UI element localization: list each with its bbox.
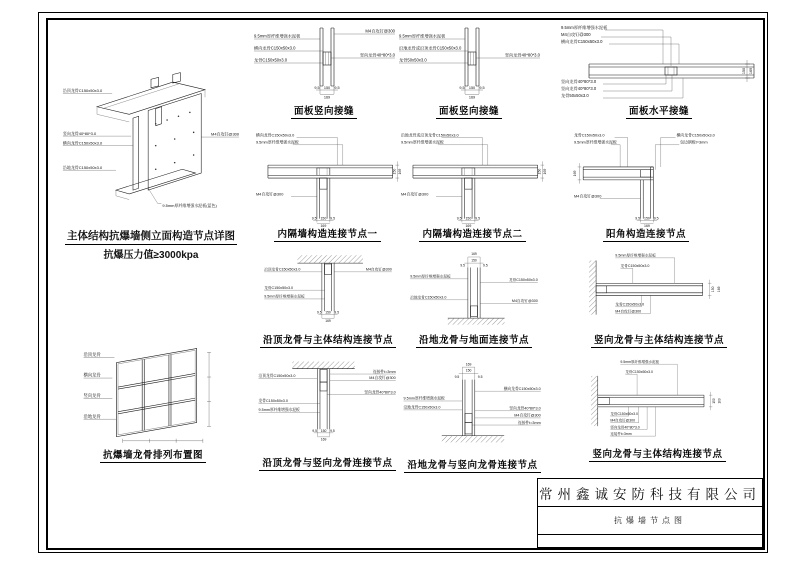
leader-label: 连接件t=3mm [517, 420, 541, 425]
leader-label: 9.5mm厚纤维增强水泥板(蓝色) [162, 202, 217, 208]
dim-label: 169 [465, 362, 471, 367]
leader-label: 竖向龙骨40*80*3.0 [504, 52, 540, 58]
detail-drawing [399, 250, 549, 333]
leader-label: 竖向龙骨40*80*3.0 [359, 52, 395, 58]
leader-label: 9.5mm厚纤维增强水泥板 [410, 274, 451, 279]
dim-label: 9.5 [316, 310, 322, 315]
dim-label: 150 [391, 168, 396, 175]
leader-label: 竖向龙骨40*80*3.0 [62, 130, 97, 136]
wall-hatch [591, 376, 598, 426]
detail-caption: 沿地龙骨与竖向龙骨连接节点 [404, 460, 540, 473]
floor-hatch [448, 319, 505, 325]
detail-drawing [566, 130, 726, 227]
dim-label: 169 [397, 168, 402, 175]
dim-label: 9.5 [333, 85, 340, 90]
leader-label: 9.5mm厚纤维增强水泥板 [615, 253, 656, 258]
leader-label: 横向龙骨 [83, 372, 101, 378]
detail-drawing [254, 130, 402, 227]
detail-stud-structure-2 [550, 355, 765, 462]
vertical-stud [133, 107, 161, 190]
leader-label: 龙骨C150x50x3.0 [253, 57, 287, 63]
leader-label: 龙骨C150x50x3.0 [258, 399, 288, 404]
detail-drawing [397, 24, 542, 104]
leader-label: M4自攻钉@300 [368, 376, 396, 381]
detail-drawing [553, 355, 763, 447]
leader-label: 横向龙骨C150x50x3.0 [676, 132, 715, 138]
ceiling-hatch [297, 255, 363, 263]
detail-drawing [398, 360, 548, 458]
detail-panel-vertical-joint-1 [250, 24, 398, 119]
leader-label: 横向龙骨C150x50x3.0 [503, 386, 541, 391]
leader-label: 竖向龙骨40*80*3.0 [561, 78, 597, 84]
leader-label: 9.5mm厚纤维增强水泥板 [253, 33, 300, 39]
leader-label: 连接件t=3mm [372, 369, 396, 374]
dim-label: 150 [536, 168, 541, 175]
detail-corner-node [556, 130, 736, 242]
leader-label: 横向龙骨C150x50x3.0 [255, 132, 294, 138]
leader-label: 龙骨C150x50x3.0 [573, 132, 605, 138]
leader-label: 横向龙骨C150x50x3.0 [62, 140, 103, 146]
leader-label: 连接件t=3mm [609, 431, 632, 436]
dim-label: 9.5 [653, 216, 659, 221]
detail-top-track-stud [250, 358, 405, 471]
dim-label: 150 [320, 428, 326, 433]
dim-label: 150 [323, 85, 330, 90]
leader-label: 沿地龙骨或沿顶龙骨C150x50x3.0 [398, 45, 461, 51]
main-isometric-detail [52, 48, 250, 261]
detail-caption: 阳角构造连接节点 [603, 229, 689, 242]
detail-caption: 面板竖向接缝 [436, 106, 502, 119]
leader-label: 龙骨C150x50x3.0 [264, 285, 294, 290]
detail-bottom-track-floor [398, 250, 550, 348]
detail-caption: 沿顶龙骨与主体结构连接节点 [260, 335, 396, 348]
dim-label: 169 [717, 398, 722, 404]
wall-hatch [589, 260, 596, 314]
leader-label: 龙骨C150x50x3.0 [620, 264, 650, 269]
leader-label: M4自攻钉@300 [561, 31, 591, 37]
leader-label: 9.5mm厚纤维增强水泥板 [400, 139, 444, 145]
dim-label: 150 [711, 286, 716, 293]
leader-label: 龙骨50x50x3.0 [561, 92, 589, 98]
leader-label: 沿顶龙骨 [83, 352, 101, 358]
dim-label: 9.5 [311, 216, 317, 221]
leader-label: 竖向龙骨40*80*3.0 [561, 85, 597, 91]
leader-label: 竖向龙骨40*80*3.0 [363, 390, 396, 395]
stud-layout-drawing [81, 340, 226, 448]
detail-caption: 竖向龙骨与主体结构连接节点 [589, 449, 725, 462]
leader-label: 沿地龙骨C150x50x3.0 [403, 405, 440, 410]
leader-label: 包边钢板t=3mm [680, 139, 708, 145]
dim-label: 9.5 [635, 216, 641, 221]
detail-drawing [253, 358, 403, 456]
leader-label: 9.5mm厚纤维增强水泥板 [255, 139, 299, 145]
detail-drawing [559, 24, 759, 104]
leader-label: 沿顶龙骨C150x50x3.0 [62, 88, 103, 94]
leader-label: M4自攻钉@300 [400, 191, 428, 197]
detail-caption: 竖向龙骨与主体结构连接节点 [591, 335, 727, 348]
leader-label: 9.5mm厚纤维增强水泥板 [264, 294, 305, 299]
leader-label: 9.5mm厚纤维增强水泥板 [573, 139, 617, 145]
main-isometric-drawing [56, 48, 246, 228]
detail-panel-horizontal-joint [556, 24, 762, 119]
dim-label: 169 [319, 223, 326, 227]
leader-label: 龙骨C150x50x3.0 [609, 411, 638, 416]
blast-panel [148, 93, 201, 190]
detail-caption: 面板水平接缝 [626, 106, 692, 119]
dim-label: 169 [320, 437, 326, 442]
leader-label: M4自攻钉@300 [615, 309, 642, 314]
dim-label: 169 [323, 95, 330, 100]
dim-label: 9.5 [329, 428, 335, 433]
detail-bottom-track-stud [395, 360, 550, 473]
leader-label: 沿顶龙骨C150x50x3.0 [264, 267, 301, 272]
dim-label: 169 [464, 223, 471, 227]
dim-label: 169 [717, 286, 722, 293]
detail-partition-node-1 [250, 130, 405, 242]
detail-caption: 内隔墙构造连接节点二 [419, 229, 525, 242]
dim-label: 169 [542, 168, 547, 175]
detail-drawing [252, 24, 397, 104]
detail-panel-vertical-joint-2 [395, 24, 543, 119]
leader-label: 9.5mm厚纤维增强水泥板 [619, 360, 659, 365]
dim-label: 150 [742, 67, 746, 75]
leader-label: 横向龙骨C150x50x3.0 [253, 45, 295, 51]
leader-label: 龙骨C150x50x3.0 [508, 278, 538, 283]
dim-label: 169 [325, 319, 331, 324]
main-detail-title: 主体结构抗爆墙侧立面构造节点详图 [65, 228, 237, 245]
leader-label: 竖向龙骨40*80*3.0 [609, 425, 640, 430]
dim-label: 9.5 [456, 216, 462, 221]
leader-label: 龙骨C150x50x3.0 [624, 370, 653, 375]
dim-label: 9.5 [478, 85, 485, 90]
leader-label: M4自攻钉@300 [211, 131, 240, 137]
sheet-title: 抗爆墙节点图 [538, 507, 762, 535]
title-block-empty-row [538, 535, 762, 547]
dim-label: 150 [325, 310, 331, 315]
leader-label: M4自攻钉@300 [573, 193, 602, 199]
floor-hatch [441, 436, 503, 442]
dim-label: 150 [319, 216, 326, 221]
detail-top-track-structure [252, 250, 404, 348]
leader-label: 横向龙骨C150x50x3.0 [561, 38, 603, 44]
main-detail-subtitle: 抗爆压力值≥3000kpa [103, 250, 199, 261]
dim-label: 150 [464, 216, 471, 221]
dim-label: 169 [644, 223, 650, 227]
leader-label: 竖向龙骨40*80*3.0 [508, 406, 541, 411]
stud-layout-caption: 抗爆墙龙骨排列布置图 [100, 450, 206, 463]
dim-label: 9.5 [477, 374, 482, 379]
dim-label: 9.5 [474, 216, 480, 221]
leader-label: 沿地龙骨C150x50x3.0 [410, 295, 447, 300]
title-block [537, 478, 763, 548]
dim-label: 9.5 [454, 374, 459, 379]
detail-caption: 面板竖向接缝 [291, 106, 357, 119]
leader-label: 9.5mm厚纤维增强水泥板 [561, 24, 608, 30]
detail-caption: 沿地龙骨与地面连接节点 [416, 335, 532, 348]
dim-label: 169 [471, 252, 477, 257]
bottom-track [116, 169, 196, 199]
detail-caption: 沿顶龙骨与竖向龙骨连接节点 [259, 458, 395, 471]
dim-label: 9.5 [458, 85, 465, 90]
leader-label: M4自攻钉@300 [511, 299, 538, 304]
dim-label: 150 [468, 85, 475, 90]
stud-frame [116, 348, 196, 436]
dim-label: 9.5 [483, 263, 488, 268]
company-name: 常州鑫诚安防科技有限公司 [538, 479, 762, 507]
leader-label: 竖向龙骨 [83, 393, 101, 399]
detail-stud-structure-1 [556, 250, 762, 348]
dim-label: 150 [471, 258, 477, 263]
dim-label: 9.5 [334, 310, 340, 315]
leader-label: M4自攻钉@300 [364, 28, 395, 34]
leader-label: 沿地龙骨C150x50x3.0 [62, 164, 103, 170]
leader-label: 龙骨50x50x3.0 [398, 57, 427, 63]
leader-label: 9.5mm厚纤维增强水泥板 [258, 408, 300, 413]
dim-label: 150 [644, 216, 650, 221]
detail-caption: 内隔墙构造连接节点一 [274, 229, 380, 242]
detail-drawing [253, 250, 403, 333]
dim-label: 9.5 [329, 216, 335, 221]
detail-partition-node-2 [395, 130, 550, 242]
dim-label: 150 [711, 398, 716, 404]
ceiling-hatch [292, 362, 354, 369]
leader-label: M4自攻钉@300 [609, 418, 635, 423]
leader-label: M4自攻钉@300 [513, 413, 541, 418]
leader-label: M4自攻钉@300 [255, 191, 283, 197]
leader-label: M4自攻钉@300 [365, 267, 392, 272]
stud-layout-detail [78, 340, 228, 463]
leader-label: 沿地龙骨或沿顶龙骨C150x50x3.0 [400, 132, 459, 138]
dim-label: 9.5 [311, 428, 317, 433]
leader-label: 沿顶龙骨C150x50x3.0 [258, 374, 295, 379]
dim-label: 150 [465, 368, 471, 373]
detail-drawing [559, 250, 759, 333]
leader-label: 沿地龙骨 [83, 413, 101, 419]
leader-label: 龙骨C150x50x3.0 [615, 302, 645, 307]
dim-label: 9.5 [313, 85, 320, 90]
dim-label: 9.5 [460, 263, 465, 268]
detail-drawing [399, 130, 547, 227]
dim-label: 169 [572, 170, 577, 177]
leader-label: 9.5mm厚纤维增强水泥板 [398, 33, 445, 39]
leader-label: 9.5mm厚纤维增强水泥板 [403, 396, 445, 401]
dim-label: 169 [468, 95, 475, 100]
dim-label: 169 [749, 67, 753, 75]
